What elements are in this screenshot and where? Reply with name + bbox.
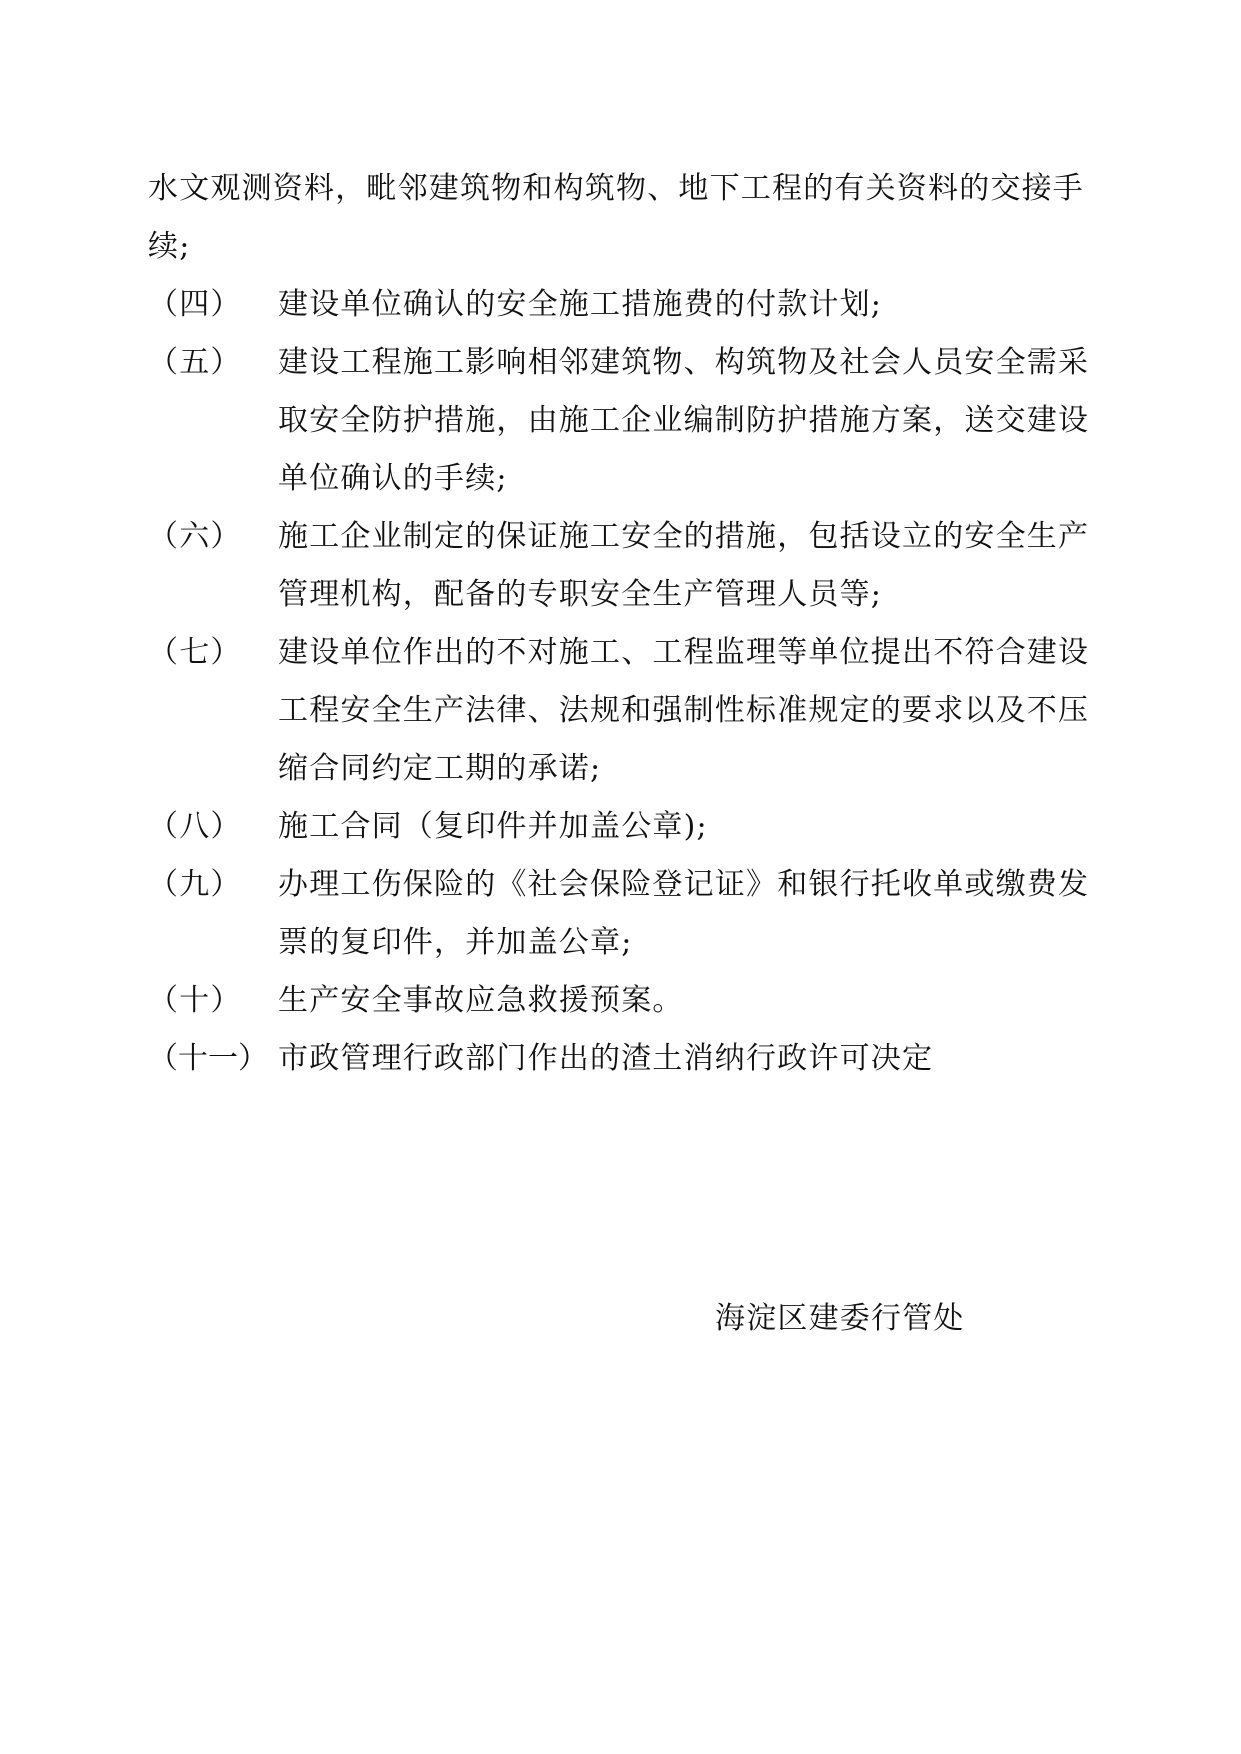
list-item	[148, 334, 1093, 508]
list-item	[148, 972, 1093, 1030]
item-text: 建设单位确认的安全施工措施费的付款计划;	[278, 287, 883, 322]
item-number: （七）	[148, 635, 242, 670]
item-text: 办理工伤保险的《社会保险登记证》和银行托收单或缴费发票的复印件，并加盖公章;	[278, 867, 1090, 960]
list-item	[148, 276, 1093, 334]
item-number: （五）	[148, 345, 242, 380]
item-number: （八）	[148, 809, 242, 844]
item-text: 施工企业制定的保证施工安全的措施，包括设立的安全生产管理机构，配备的专职安全生产管理人员等;	[278, 519, 1090, 612]
item-text: 生产安全事故应急救援预案。	[278, 983, 684, 1018]
item-text: 建设工程施工影响相邻建筑物、构筑物及社会人员安全需采取安全防护措施，由施工企业编制防护措施方案，送交建设单位确认的手续;	[278, 345, 1090, 496]
item-text: 市政管理行政部门作出的渣土消纳行政许可决定	[278, 1041, 934, 1076]
requirements-list	[148, 276, 1093, 1088]
item-number: （十）	[148, 983, 242, 1018]
item-number: （四）	[148, 287, 242, 322]
item-number: （十一）	[148, 1041, 268, 1076]
item-number: （六）	[148, 519, 242, 554]
item-text: 建设单位作出的不对施工、工程监理等单位提出不符合建设工程安全生产法律、法规和强制性标准规定的要求以及不压缩合同约定工期的承诺;	[278, 635, 1090, 786]
item-number: （九）	[148, 867, 242, 902]
signature-issuer: 海淀区建委行管处	[715, 1301, 965, 1336]
list-item	[148, 508, 1093, 624]
list-item	[148, 856, 1093, 972]
intro-paragraph: 水文观测资料，毗邻建筑物和构筑物、地下工程的有关资料的交接手续;	[148, 171, 1084, 264]
list-item	[148, 624, 1093, 798]
list-item	[148, 798, 1093, 856]
list-item	[148, 1030, 1093, 1088]
item-text: 施工合同（复印件并加盖公章);	[278, 809, 708, 844]
